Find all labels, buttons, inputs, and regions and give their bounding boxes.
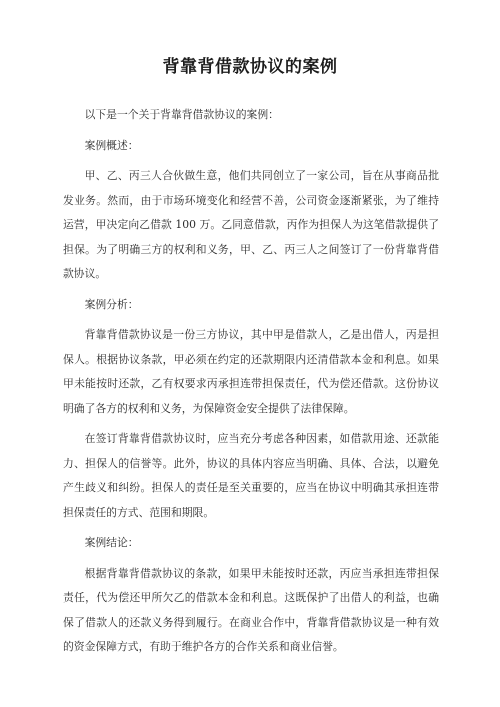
document-body	[63, 103, 439, 666]
analysis-paragraph-1: 背靠背借款协议是一份三方协议，其中甲是借款人，乙是出借人，丙是担保人。根据协议条款，甲必须在约定的还款期限内还清借款本金和利息。如果甲未能按时还款，乙有权要求丙承担连带担保责任，代为偿还借款。这份协议明确了各方的权利和义务，为保障资金安全提供了法律保障。	[63, 328, 439, 415]
analysis-paragraph-2: 在签订背靠背借款协议时，应当充分考虑各种因素，如借款用途、还款能力、担保人的信誉等。此外，协议的具体内容应当明确、具体、合法，以避免产生歧义和纠纷。担保人的责任是至关重要的，应当在协议中明确其承担连带担保责任的方式、范围和期限。	[63, 432, 439, 519]
document-title: 背靠背借款协议的案例	[162, 57, 338, 77]
overview-paragraph: 甲、乙、丙三人合伙做生意，他们共同创立了一家公司，旨在从事商品批发业务。然而，由于市场环境变化和经营不善，公司资金逐渐紧张，为了维持运营，甲决定向乙借款 100 万。乙同意借款，丙作为担保人为这笔借款提供了担保。为了明确三方的权利和义务，甲、乙、丙三人之间签订了一份背靠背借款协议。	[63, 169, 439, 280]
intro-paragraph: 以下是一个关于背靠背借款协议的案例：	[84, 108, 279, 121]
conclusion-paragraph: 根据背靠背借款协议的条款，如果甲未能按时还款，丙应当承担连带担保责任，代为偿还甲所欠乙的借款本金和利息。这既保护了出借人的利益，也确保了借款人的还款义务得到履行。在商业合作中，背靠背借款协议是一种有效的资金保障方式，有助于维护各方的合作关系和商业信誉。	[63, 566, 439, 653]
section-heading-overview: 案例概述：	[84, 138, 139, 152]
section-heading-analysis: 案例分析：	[84, 297, 139, 311]
section-heading-conclusion: 案例结论：	[84, 536, 139, 549]
